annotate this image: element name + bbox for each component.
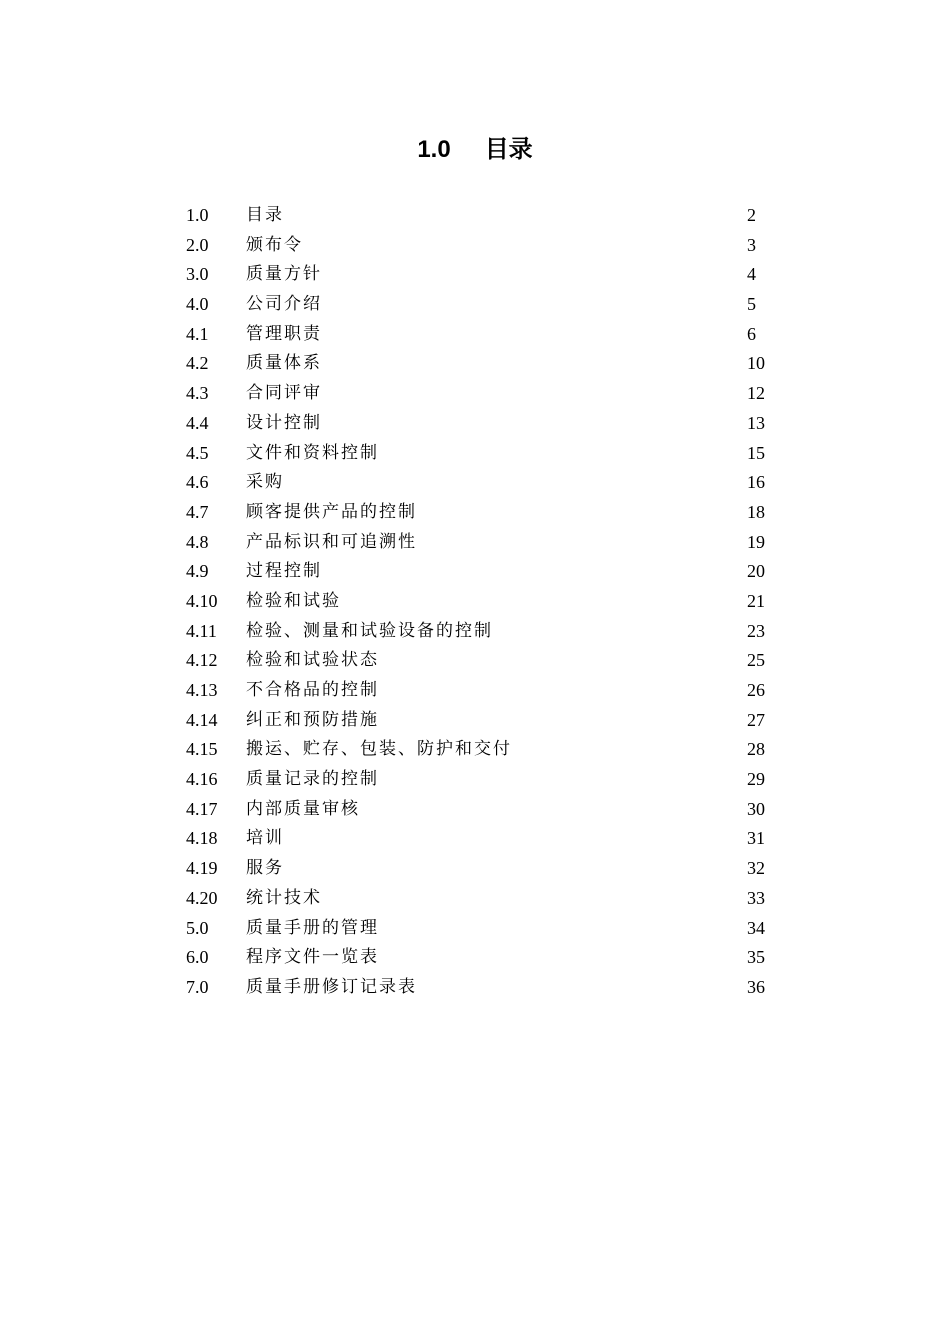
toc-entry[interactable] [186, 676, 776, 706]
toc-entry-page: 10 [747, 353, 765, 374]
toc-entry-number: 4.14 [186, 709, 218, 730]
toc-entry[interactable] [186, 557, 776, 587]
toc-entry-number: 4.4 [186, 412, 209, 433]
toc-entry-label: 搬运、贮存、包装、防护和交付 [246, 739, 512, 760]
toc-entry-number: 4.18 [186, 828, 218, 849]
toc-entry-label: 质量手册的管理 [246, 917, 379, 938]
toc-entry-page: 5 [747, 294, 756, 315]
toc-entry-page: 23 [747, 620, 765, 641]
toc-entry-number: 3.0 [186, 264, 209, 285]
toc-entry-number: 1.0 [186, 205, 209, 225]
table-of-contents [186, 201, 776, 1003]
toc-entry-label: 服务 [246, 858, 284, 879]
toc-entry-number: 4.11 [186, 620, 217, 641]
toc-entry[interactable] [186, 884, 776, 914]
toc-entry-label: 质量方针 [246, 264, 322, 285]
toc-entry-label: 文件和资料控制 [246, 442, 379, 463]
toc-entry-label: 过程控制 [246, 561, 322, 582]
toc-entry-page: 16 [747, 472, 765, 493]
toc-entry-label: 产品标识和可追溯性 [246, 531, 417, 552]
toc-entry-label: 采购 [246, 472, 284, 493]
toc-entry-number: 4.20 [186, 887, 218, 908]
toc-entry-label: 检验、测量和试验设备的控制 [246, 620, 493, 641]
toc-entry-page: 18 [747, 501, 765, 522]
toc-entry-label: 质量体系 [246, 353, 322, 374]
toc-entry-page: 30 [747, 798, 765, 819]
toc-entry[interactable] [186, 231, 776, 261]
page-title [0, 133, 950, 167]
toc-entry[interactable] [186, 973, 776, 1003]
toc-entry[interactable] [186, 439, 776, 469]
toc-entry-page: 32 [747, 858, 765, 879]
toc-entry-page: 19 [747, 531, 765, 552]
toc-entry[interactable] [186, 349, 776, 379]
toc-entry-page: 29 [747, 769, 765, 790]
toc-entry-page: 31 [747, 828, 765, 849]
toc-entry[interactable] [186, 528, 776, 558]
toc-entry-number: 4.12 [186, 650, 218, 671]
toc-entry[interactable] [186, 587, 776, 617]
toc-entry[interactable] [186, 795, 776, 825]
toc-entry-page: 26 [747, 680, 765, 700]
toc-entry-number: 4.7 [186, 501, 209, 522]
toc-entry-page: 27 [747, 709, 765, 730]
toc-entry-number: 4.5 [186, 442, 209, 463]
toc-entry-number: 4.6 [186, 472, 209, 493]
toc-entry-page: 33 [747, 887, 765, 908]
toc-entry-label: 检验和试验状态 [246, 650, 379, 671]
toc-entry-label: 程序文件一览表 [246, 947, 379, 968]
toc-entry-number: 4.17 [186, 798, 218, 819]
toc-entry[interactable] [186, 290, 776, 320]
toc-entry-page: 3 [747, 234, 756, 255]
toc-entry-label: 内部质量审核 [246, 798, 360, 819]
toc-entry-number: 4.13 [186, 680, 218, 700]
toc-entry-number: 5.0 [186, 917, 209, 938]
toc-entry[interactable] [186, 914, 776, 944]
toc-entry-label: 质量手册修订记录表 [246, 976, 417, 997]
toc-entry-label: 质量记录的控制 [246, 769, 379, 790]
toc-entry-page: 15 [747, 442, 765, 463]
toc-entry-label: 检验和试验 [246, 590, 341, 611]
toc-entry-label: 合同评审 [246, 383, 322, 404]
toc-entry-label: 管理职责 [246, 323, 322, 344]
toc-entry-page: 2 [747, 205, 756, 225]
toc-entry-page: 25 [747, 650, 765, 671]
toc-entry[interactable] [186, 943, 776, 973]
toc-entry-number: 4.19 [186, 858, 218, 879]
toc-entry-page: 13 [747, 412, 765, 433]
toc-entry[interactable] [186, 468, 776, 498]
toc-entry[interactable] [186, 765, 776, 795]
title-number: 1.0 [417, 136, 451, 163]
toc-entry-page: 20 [747, 561, 765, 582]
toc-entry[interactable] [186, 854, 776, 884]
toc-entry-page: 35 [747, 947, 765, 968]
toc-entry[interactable] [186, 646, 776, 676]
toc-entry-number: 2.0 [186, 234, 209, 255]
toc-entry[interactable] [186, 260, 776, 290]
toc-entry[interactable] [186, 379, 776, 409]
toc-entry-page: 21 [747, 590, 765, 611]
toc-entry-number: 4.9 [186, 561, 209, 582]
toc-entry-label: 公司介绍 [246, 294, 322, 315]
toc-entry-label: 统计技术 [246, 887, 322, 908]
toc-entry[interactable] [186, 201, 776, 231]
toc-entry[interactable] [186, 320, 776, 350]
toc-entry-number: 4.3 [186, 383, 209, 404]
toc-entry[interactable] [186, 409, 776, 439]
toc-entry-number: 7.0 [186, 976, 209, 997]
toc-entry-label: 顾客提供产品的控制 [246, 501, 417, 522]
toc-entry-page: 4 [747, 264, 756, 285]
toc-entry-label: 培训 [246, 828, 284, 849]
toc-entry-label: 不合格品的控制 [246, 680, 379, 700]
toc-entry-page: 28 [747, 739, 765, 760]
toc-entry-number: 4.8 [186, 531, 209, 552]
toc-entry-number: 4.10 [186, 590, 218, 611]
toc-entry-page: 36 [747, 976, 765, 997]
toc-entry[interactable] [186, 735, 776, 765]
toc-entry[interactable] [186, 824, 776, 854]
toc-entry-number: 6.0 [186, 947, 209, 968]
toc-entry-number: 4.0 [186, 294, 209, 315]
toc-entry-label: 设计控制 [246, 412, 322, 433]
toc-entry[interactable] [186, 498, 776, 528]
toc-entry-page: 6 [747, 323, 756, 344]
toc-entry-number: 4.1 [186, 323, 209, 344]
toc-entry-label: 目录 [246, 205, 284, 225]
toc-entry-label: 纠正和预防措施 [246, 709, 379, 730]
toc-entry-page: 34 [747, 917, 765, 938]
toc-entry-number: 4.2 [186, 353, 209, 374]
toc-entry-number: 4.15 [186, 739, 218, 760]
toc-entry[interactable] [186, 706, 776, 736]
toc-entry-label: 颁布令 [246, 234, 303, 255]
toc-entry-page: 12 [747, 383, 765, 404]
toc-entry[interactable] [186, 617, 776, 647]
toc-entry-number: 4.16 [186, 769, 218, 790]
title-text: 目录 [484, 136, 533, 163]
